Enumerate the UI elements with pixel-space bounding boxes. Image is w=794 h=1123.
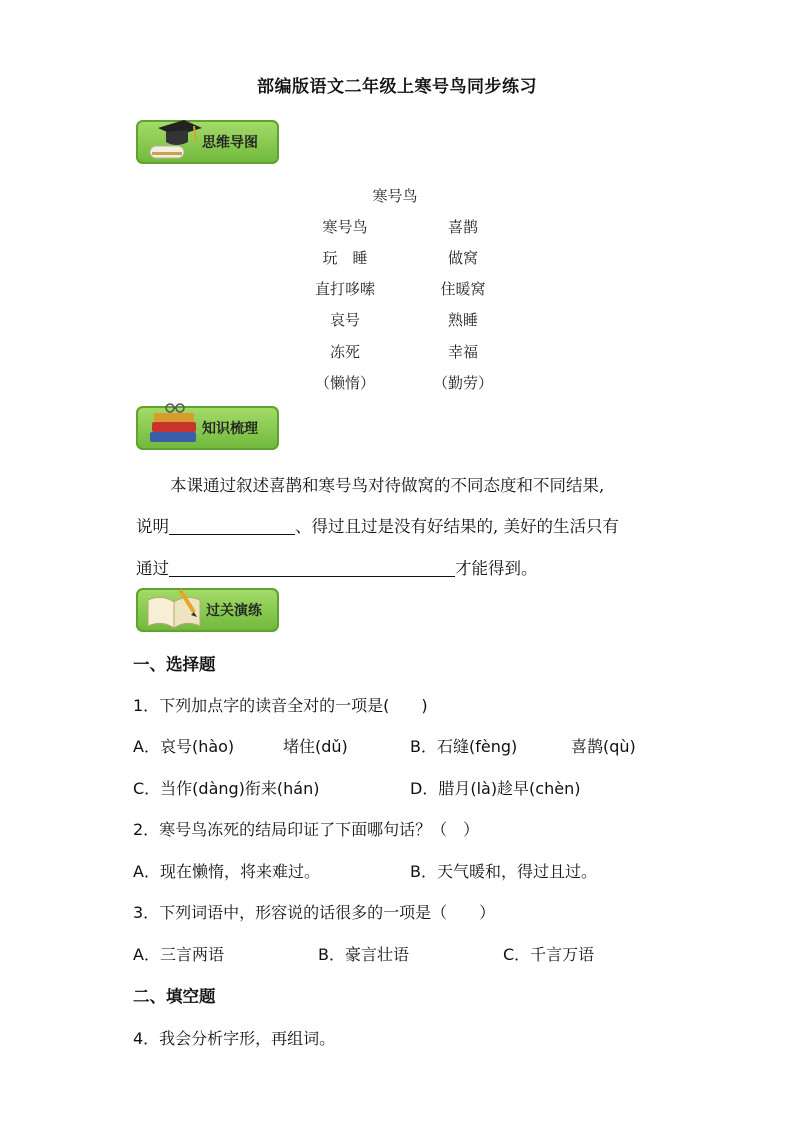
question-1-option-b[interactable]: B．石缝(fèng) — [410, 737, 518, 756]
mindmap-right-item: 喜鹊 — [447, 218, 478, 236]
mindmap-center: 寒号鸟 — [372, 187, 418, 205]
banner-mindmap-label: 思维导图 — [202, 135, 258, 151]
books-icon — [144, 402, 204, 452]
graduation-cap-icon — [144, 116, 204, 166]
question-3-option-c[interactable]: C．千言万语 — [503, 945, 595, 964]
mindmap-left-item: 冻死 — [329, 343, 360, 361]
knowledge-line-2b: 、得过且过是没有好结果的, 美好的生活只有 — [295, 517, 619, 536]
knowledge-line-3 — [136, 555, 666, 579]
open-book-icon — [144, 584, 204, 634]
question-4-stem: 4．我会分析字形，再组词。 — [133, 1029, 336, 1048]
banner-knowledge-label: 知识梳理 — [202, 421, 258, 437]
page-title: 部编版语文二年级上寒号鸟同步练习 — [257, 77, 537, 97]
mindmap-left-item: 寒号鸟 — [322, 218, 368, 236]
fill-blank-1[interactable] — [169, 518, 295, 535]
question-1-option-c[interactable]: C．当作(dàng)衔来(hán) — [133, 779, 320, 798]
mindmap-right-item: 做窝 — [447, 249, 478, 267]
fill-blank-2[interactable] — [169, 560, 455, 577]
question-3-option-b[interactable]: B．豪言壮语 — [318, 945, 409, 964]
knowledge-line-2 — [136, 513, 666, 537]
banner-knowledge — [136, 406, 279, 450]
banner-practice — [136, 588, 279, 632]
banner-practice-label: 过关演练 — [206, 603, 262, 619]
question-1-option-a[interactable]: A．哀号(hào) — [133, 737, 235, 756]
knowledge-line-3a: 通过 — [136, 559, 169, 578]
question-2-option-a[interactable]: A．现在懒惰，将来难过。 — [133, 862, 320, 881]
question-1-option-d[interactable]: D．腊月(là)趁早(chèn) — [410, 779, 581, 798]
section-heading-fill: 二、填空题 — [133, 987, 216, 1006]
mindmap-right-item: 幸福 — [447, 343, 478, 361]
mindmap-left-item: （懒惰） — [314, 374, 375, 392]
knowledge-line-1: 本课通过叙述喜鹊和寒号鸟对待做窝的不同态度和不同结果, — [170, 476, 605, 495]
knowledge-line-2a: 说明 — [136, 517, 169, 536]
section-heading-choice: 一、选择题 — [133, 655, 216, 674]
question-2-option-b[interactable]: B．天气暖和，得过且过。 — [410, 862, 597, 881]
mindmap-left-item: 直打哆嗦 — [314, 280, 375, 298]
question-1-option-b-word2: 喜鹊(qù) — [571, 737, 636, 756]
mindmap-right-item: 住暖窝 — [440, 280, 486, 298]
banner-mindmap — [136, 120, 279, 164]
question-3-option-a[interactable]: A．三言两语 — [133, 945, 224, 964]
question-2-stem: 2．寒号鸟冻死的结局印证了下面哪句话？（ ） — [133, 820, 480, 839]
question-3-stem: 3．下列词语中，形容说的话很多的一项是（ ） — [133, 903, 496, 922]
question-1-option-a-word2: 堵住(dǔ) — [283, 737, 348, 756]
mindmap-left-item: 玩 睡 — [322, 249, 368, 267]
mindmap-right-item: （勤劳） — [432, 374, 493, 392]
question-1-stem: 1．下列加点字的读音全对的一项是( ) — [133, 696, 428, 715]
mindmap-right-item: 熟睡 — [447, 311, 478, 329]
knowledge-line-3b: 才能得到。 — [455, 559, 538, 578]
mindmap-left-item: 哀号 — [329, 311, 360, 329]
